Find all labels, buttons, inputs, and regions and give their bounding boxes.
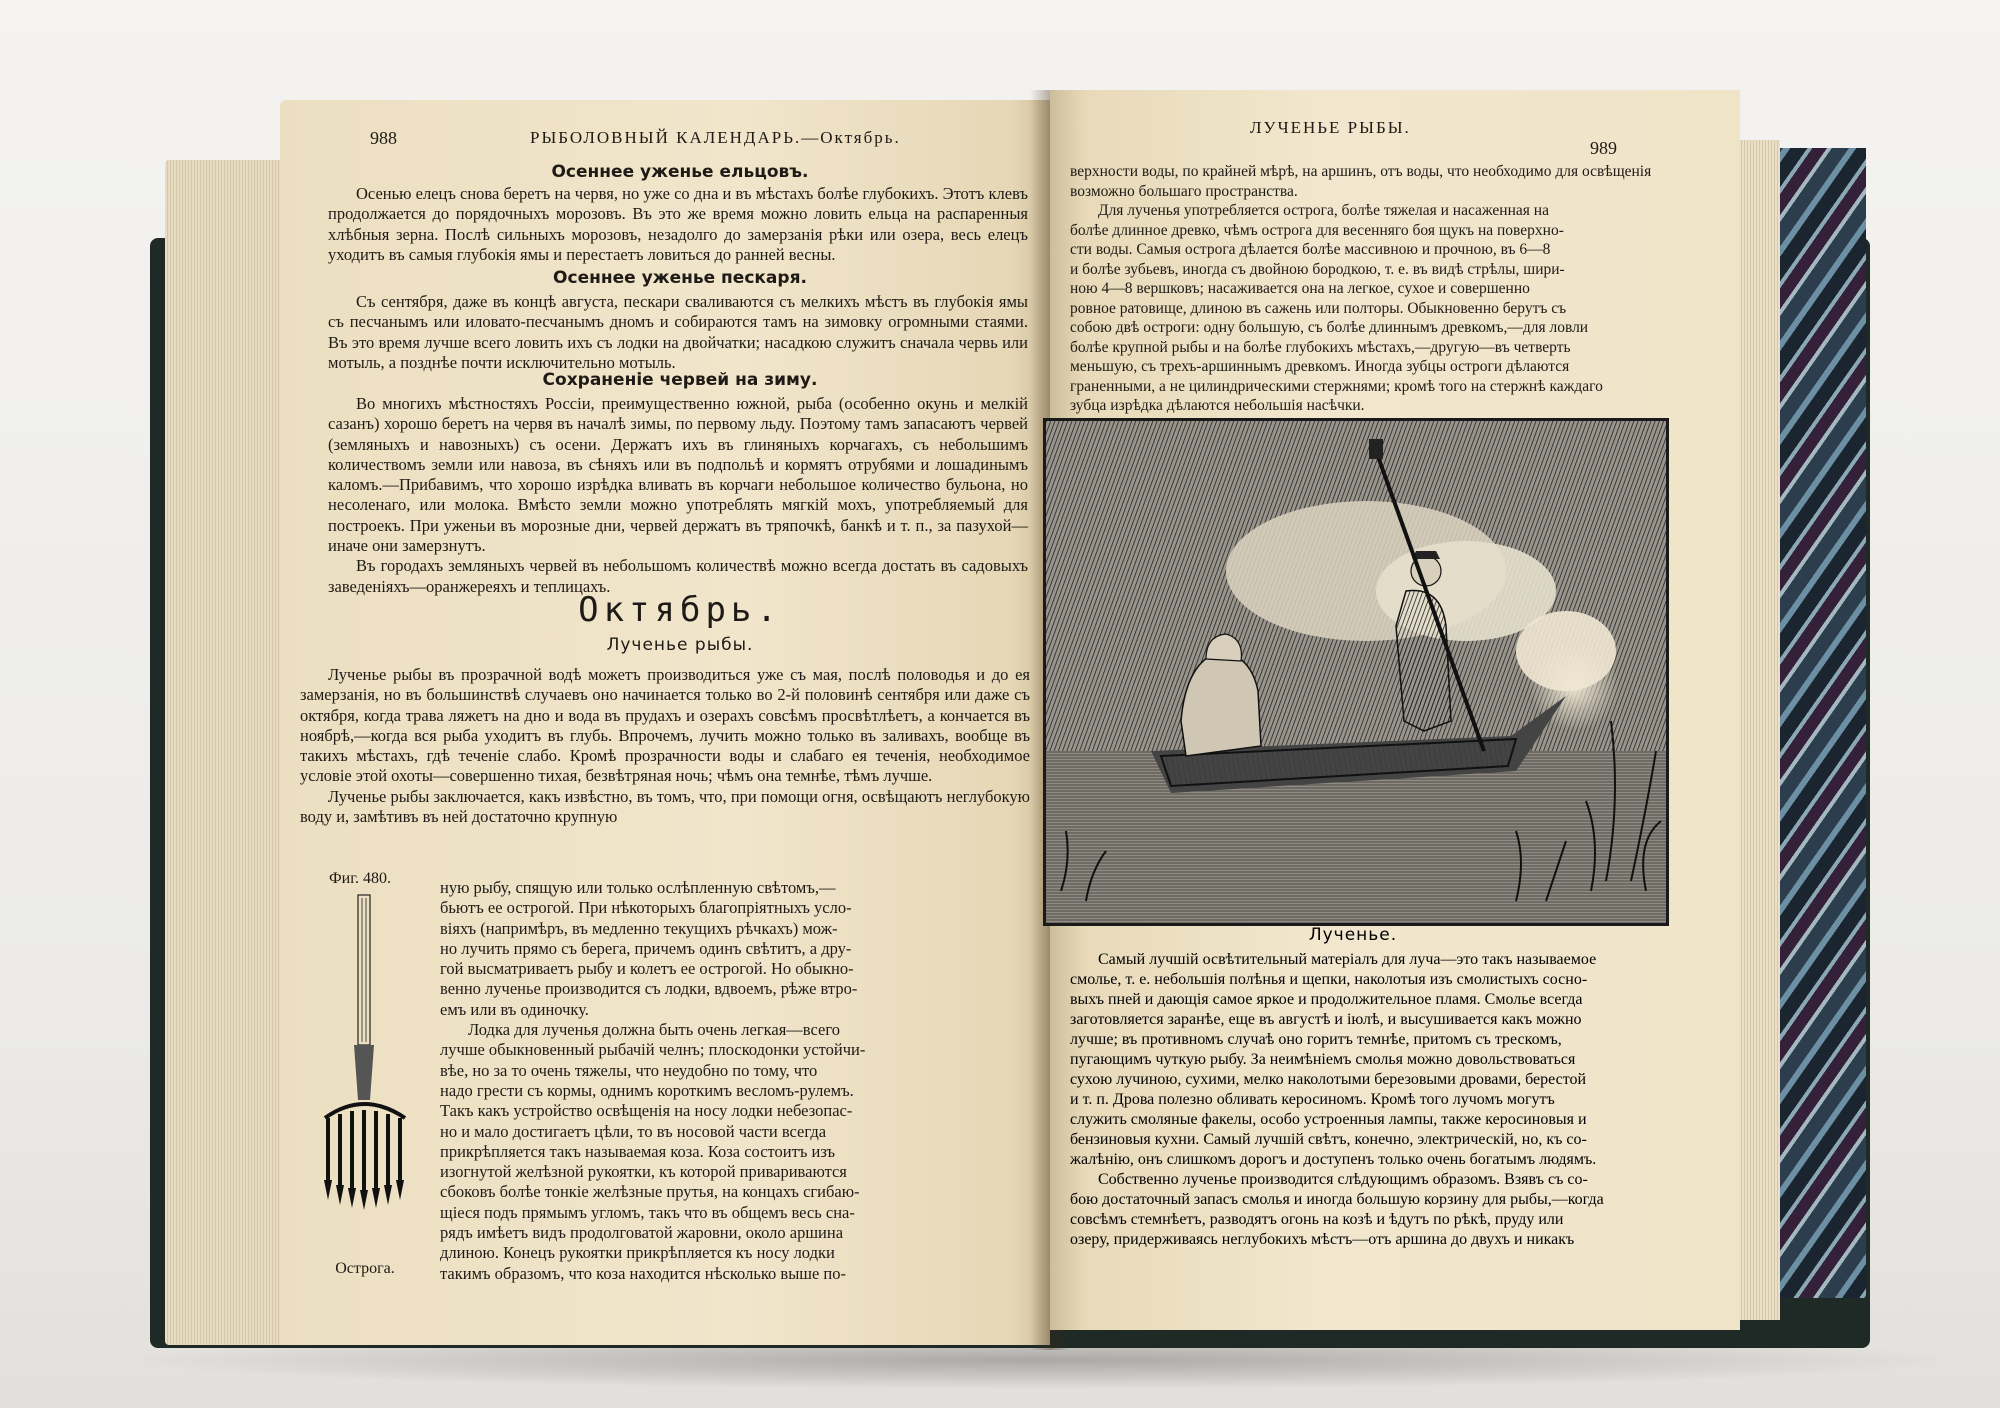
night-fishing-engraving — [1043, 418, 1669, 926]
figure-caption: Острога. — [335, 1260, 395, 1277]
page-number: 988 — [370, 128, 397, 148]
paragraph: верхности воды, по крайней мѣрѣ, на аршинъ, отъ воды, что необходимо для освѣщенія возможно большаго пространства. Для лученья употребляется острога, болѣе тяжелая и насаженная на болѣе длинное древко, чѣмъ острога для весенняго боя щукъ на поверхно- сти воды. Самыя острога дѣлается болѣе массивною и прочною, въ 6—8 и болѣе зубьевъ, иногда съ двойною бородкою, т. е. въ видѣ стрѣлы, шири- ною 4—8 вершковъ; насаживается она на легкое, сухое и совершенно ровное ратовище, длиною въ сажень или полторы. Обыкновенно берутъ съ собою двѣ остроги: одну большую, съ болѣе длиннымъ древкомъ,—для ловли болѣе крупной рыбы и на болѣе глубокихъ мѣстахъ,—другую—въ четверть меньшую, съ трехъ-аршиннымъ древкомъ. Иногда зубцы остроги дѣлаются граненными, а не цилиндрическими стержнями; кромѣ того на стержнѣ каждаго зубца изрѣдка дѣлаются небольшія насѣчки. — [1070, 163, 1652, 414]
paragraph-wrapped: ную рыбу, спящую или только ослѣпленную свѣтомъ,— бьютъ ее острогой. При нѣкоторыхъ благопріятныхъ усло- віяхъ (напримѣръ, въ медленно текущихъ рѣчкахъ) мож- но лучить прямо съ берега, причемъ одинъ свѣтитъ, а дру- гой высматриваетъ рыбу и колетъ ее острогой. Но обыкно- венно лученье производится съ лодки, вдвоемъ, рѣже втро- емъ или въ одиночку. Лодка для лученья должна быть очень легкая—всего лучше обыкновенный рыбачій челнъ; плоскодонки устойчи- вѣе, но за то очень тяжелы, что неудобно по тому, что надо грести съ кормы, однимъ короткимъ весломъ-рулемъ. Такъ какъ устройство освѣщенія на носу лодки небезопас- но и мало достигаетъ цѣли, то въ носовой части всегда прикрѣпляется такъ называемая коза. Коза состоитъ изъ изогнутой желѣзной рукоятки, къ которой привариваются сбоковъ болѣе тонкіе желѣзные прутья, на концахъ сгибаю- щіеся подъ прямымъ угломъ, такъ что въ общемъ весь сна- рядъ имѣетъ видъ продолговатой жаровни, около аршина длиною. Конецъ рукоятки прикрѣпляется къ носу лодки такимъ образомъ, что коза находится нѣсколько выше по- — [440, 878, 866, 1283]
section-title: Осеннее уженье ельцовъ. — [551, 162, 809, 182]
paragraph: Съ сентября, даже въ концѣ августа, пескари сваливаются съ мелкихъ мѣстъ въ глубокія ямы съ песчанымъ или иловато-песчанымъ дномъ и собираются тамъ на зимовку огромными стаями. Въ это время лучше всего ловить ихъ съ лодки на двойчатки; насадкою служитъ сначала червь или мотыль, а позднѣе почти исключительно мотыль. — [328, 292, 1028, 372]
fork-spear-illustration — [310, 890, 420, 1250]
paragraph: Осенью елецъ снова беретъ на червя, но уже со дна и въ мѣстахъ болѣе глубокихъ. Этотъ клевъ продолжается до порядочныхъ морозовъ. Въ это же время можно ловить ельца на распаренныя хлѣбныя зерна. Послѣ сильныхъ морозовъ, незадолго до замерзанія рѣки или озера, весь елецъ уходитъ въ самыя глубокія ямы и перестаетъ ловиться до ранней весны. — [328, 184, 1028, 264]
month-title: Октябрь. — [578, 590, 782, 630]
running-head: ЛУЧЕНЬЕ РЫБЫ. — [1250, 118, 1411, 137]
running-head: РЫБОЛОВНЫЙ КАЛЕНДАРЬ.—Октябрь. — [530, 128, 901, 147]
figure-label: Фиг. 480. — [329, 870, 391, 887]
paragraph: Лученье рыбы въ прозрачной водѣ можетъ производиться уже съ мая, послѣ половодья и до ея замерзанія, но въ большинствѣ случаевъ оно начинается только во 2-й половинѣ сентября или даже съ октября, когда трава ляжетъ на дно и вода въ прудахъ и озерахъ совсѣмъ просвѣтлѣетъ, а кончается въ ноябрѣ,—когда вся рыба уходитъ въ глубь. Впрочемъ, лучить можно только въ заливахъ, вообще въ такихъ мѣстахъ, гдѣ теченіе слабо. Кромѣ прозрачности воды и слабаго ея теченія, необходимое условіе этой охоты—совершенно тихая, безвѣтряная ночь; чѣмъ она темнѣе, тѣмъ лучше. Лученье рыбы заключается, какъ извѣстно, въ томъ, что, при помощи огня, освѣщаютъ неглубокую воду и, замѣтивъ въ ней достаточно крупную — [300, 665, 1030, 827]
page-block-left-edge — [165, 160, 290, 1345]
paragraph: Самый лучшій освѣтительный матеріалъ для луча—это такъ называемое смолье, т. е. небольшія полѣнья и щепки, наколотыя изъ смолистыхъ сосно- выхъ пней и дающія самое яркое и продолжительное пламя. Смолье всегда заготовляется заранѣе, еще въ августѣ и іюлѣ, и высушивается какъ можно лучше; въ противномъ случаѣ оно горитъ темнѣе, притомъ съ трескомъ, пугающимъ чуткую рыбу. За неимѣніемъ смолья можно довольствоваться сухою лучиною, сухими, мелко наколотыми березовыми дровами, берестой и т. п. Дрова полезно обливать керосиномъ. Кромѣ того лучомъ могутъ служить смоляные факелы, особо устроенныя лампы, также керосиновыя и бензиновыя кухни. Самый лучшій свѣтъ, конечно, электрическій, но, къ со- жалѣнію, онъ слишкомъ дорогъ и доступенъ только очень богатымъ людямъ. Собственно лученье производится слѣдующимъ образомъ. Взявъ съ со- бою достаточный запасъ смолья и иногда большую корзину для рыбы,—когда совсѣмъ стемнѣетъ, разводятъ огонь на козѣ и ѣдутъ по рѣкѣ, пруду или озеру, придерживаясь неглубокихъ мѣстъ—отъ аршина до двухъ и никакъ — [1070, 951, 1604, 1248]
section-title: Сохраненіе червей на зиму. — [542, 370, 818, 390]
paragraph: Во многихъ мѣстностяхъ Россіи, преимущественно южной, рыба (особенно окунь и мелкій сазанъ) хорошо беретъ на червя въ началѣ зимы, по первому льду. Поэтому тамъ запасаютъ червей (земляныхъ и навозныхъ) съ осени. Держатъ ихъ въ глиняныхъ корчагахъ, съ небольшимъ количествомъ земли или навоза, въ сѣняхъ или въ подпольѣ и кормятъ отрубями и лошадинымъ каломъ.—Прибавимъ, что хорошо изрѣдка вливать въ корчаги небольшое количество бульона, но несоленаго, или молока. Вмѣсто земли можно употреблять мягкій мохъ, употребляемый для построекъ. При уженьи въ морозные дни, червей держатъ въ тряпочкѣ, банкѣ и т. п., за пазухой—иначе они замерзнутъ. Въ городахъ земляныхъ червей въ небольшомъ количествѣ можно всегда достать въ садовыхъ заведеніяхъ—оранжереяхъ и теплицахъ. — [328, 394, 1028, 596]
section-title: Осеннее уженье пескаря. — [553, 268, 807, 288]
figure-caption: Лученье. — [1308, 925, 1398, 945]
left-page — [280, 100, 1050, 1345]
subsection-title: Лученье рыбы. — [606, 635, 754, 655]
page-number: 989 — [1590, 138, 1617, 158]
